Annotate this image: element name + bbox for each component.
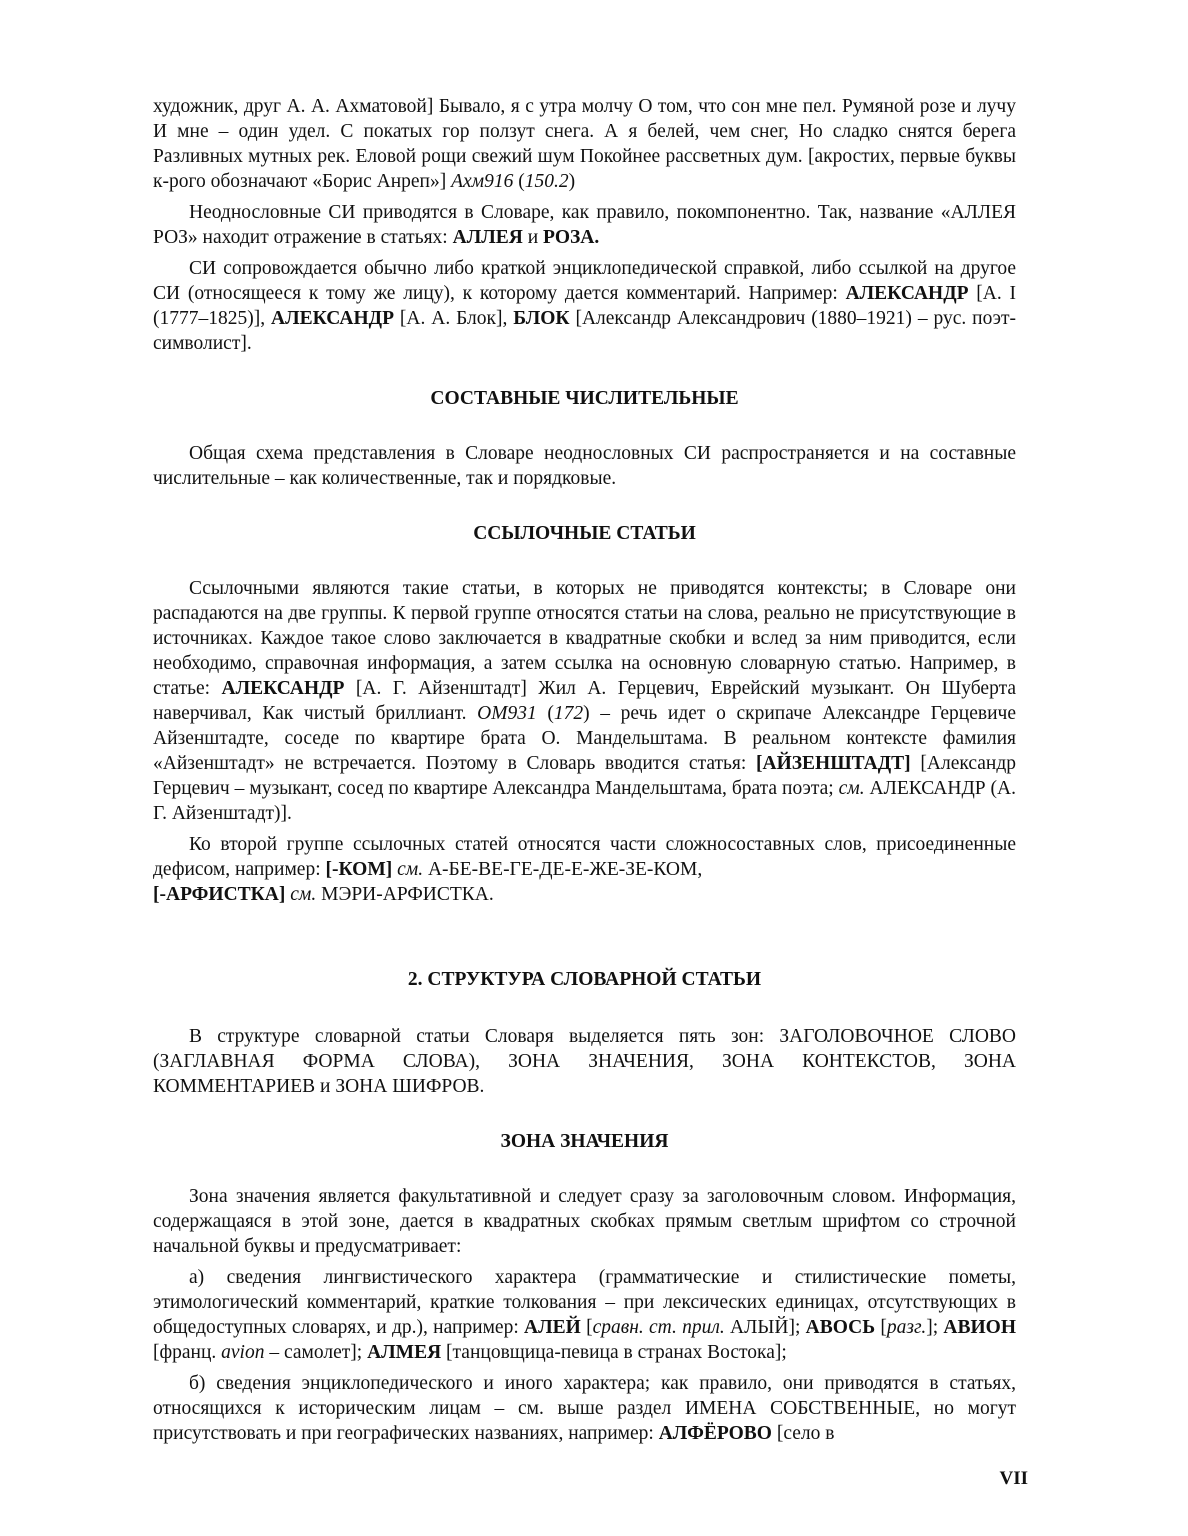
paragraph-acrostic: художник, друг А. А. Ахматовой] Бывало, я с утра молчу О том, что сон мне пел. Румяной розе и лучу И мне – один удел. С покатых гор ползут снега. А я белей, чем снег, Но сладко снятся берега Разливных мутных рек. Еловой рощи свежий шум Покойнее рассветных дум. [акростих, первые буквы к-рого обозначают «Борис Анреп»] Ахм916 (150.2) [153,96,1016,192]
paragraph-si-reference: СИ сопровождается обычно либо краткой энциклопедической справкой, либо ссылкой на другое СИ (относящееся к тому же лицу), к которому дается комментарий. Например: АЛЕКСАНДР [А. I (1777–1825)], АЛЕКСАНДР [А. А. Блок], БЛОК [Александр Александрович (1880–1921) – рус. поэт-символист]. [153,258,1016,354]
paragraph-compound-numerals: Общая схема представления в Словаре неоднословных СИ распространяется и на составные числительные – как количественные, так и порядковые. [153,443,1016,489]
heading-compound-numerals: СОСТАВНЫЕ ЧИСЛИТЕЛЬНЫЕ [430,388,739,409]
heading-reference-articles: ССЫЛОЧНЫЕ СТАТЬИ [473,523,696,544]
paragraph-reference-articles-1: Ссылочными являются такие статьи, в которых не приводятся контексты; в Словаре они распадаются на две группы. К первой группе относятся статьи на слова, реально не присутствующие в источниках. Каждое такое слово заключается в квадратные скобки и вслед за ним приводится, если необходимо, справочная информация, а затем ссылка на основную словарную статью. Например, в статье: АЛЕКСАНДР [А. Г. Айзенштадт] Жил А. Герцевич, Еврейский музыкант. Он Шуберта наверчивал, Как чистый бриллиант. ОМ931 (172) – речь идет о скрипаче Александре Герцевиче Айзенштадте, соседе по квартире брата О. Мандельштама. В реальном контексте фамилия «Айзенштадт» не встречается. Поэтому в Словарь вводится статья: [АЙЗЕНШТАДТ] [Александр Герцевич – музыкант, сосед по квартире Александра Мандельштама, брата поэта; см. АЛЕКСАНДР (А. Г. Айзенштадт)]. [153,578,1016,824]
paragraph-linguistic-info: а) сведения лингвистического характера (грамматические и стилистические пометы, этимологический комментарий, краткие толкования – при лексических единицах, отсутствующих в общедоступных словарях, и др.), например: АЛЕЙ [сравн. ст. прил. АЛЫЙ]; АВОСЬ [разг.]; АВИОН [франц. avion – самолет]; АЛМЕЯ [танцовщица-певица в странах Востока]; [153,1267,1016,1363]
paragraph-meaning-zone: Зона значения является факультативной и следует сразу за заголовочным словом. Информация, содержащаяся в этой зоне, дается в квадратных скобках прямым светлым шрифтом со строчной начальной буквы и предусматривает: [153,1186,1016,1257]
page-number: VII [999,1468,1028,1489]
paragraph-encyclopedic-info: б) сведения энциклопедического и иного характера; как правило, они приводятся в статьях, относящихся к историческим лицам – см. выше раздел ИМЕНА СОБСТВЕННЫЕ, но могут присутствовать и при географических названиях, например: АЛФЁРОВО [село в [153,1373,1016,1444]
paragraph-multiword-names: Неоднословные СИ приводятся в Словаре, как правило, покомпонентно. Так, название «АЛЛЕЯ РОЗ» находит отражение в статьях: АЛЛЕЯ и РОЗА. [153,202,1016,248]
paragraph-entry-structure: В структуре словарной статьи Словаря выделяется пять зон: ЗАГОЛОВОЧНОЕ СЛОВО (ЗАГЛАВНАЯ ФОРМА СЛОВА), ЗОНА ЗНАЧЕНИЯ, ЗОНА КОНТЕКСТОВ, ЗОНА КОММЕНТАРИЕВ и ЗОНА ШИФРОВ. [153,1026,1016,1097]
heading-meaning-zone: ЗОНА ЗНАЧЕНИЯ [500,1131,669,1152]
heading-entry-structure: 2. СТРУКТУРА СЛОВАРНОЙ СТАТЬИ [407,969,762,990]
paragraph-reference-articles-2: Ко второй группе ссылочных статей относятся части сложносоставных слов, присоединенные дефисом, например: [-КОМ] см. А-БЕ-ВЕ-ГЕ-ДЕ-Е-ЖЕ-ЗЕ-КОМ, [-АРФИСТКА] см. МЭРИ-АРФИСТКА. [153,834,1016,905]
